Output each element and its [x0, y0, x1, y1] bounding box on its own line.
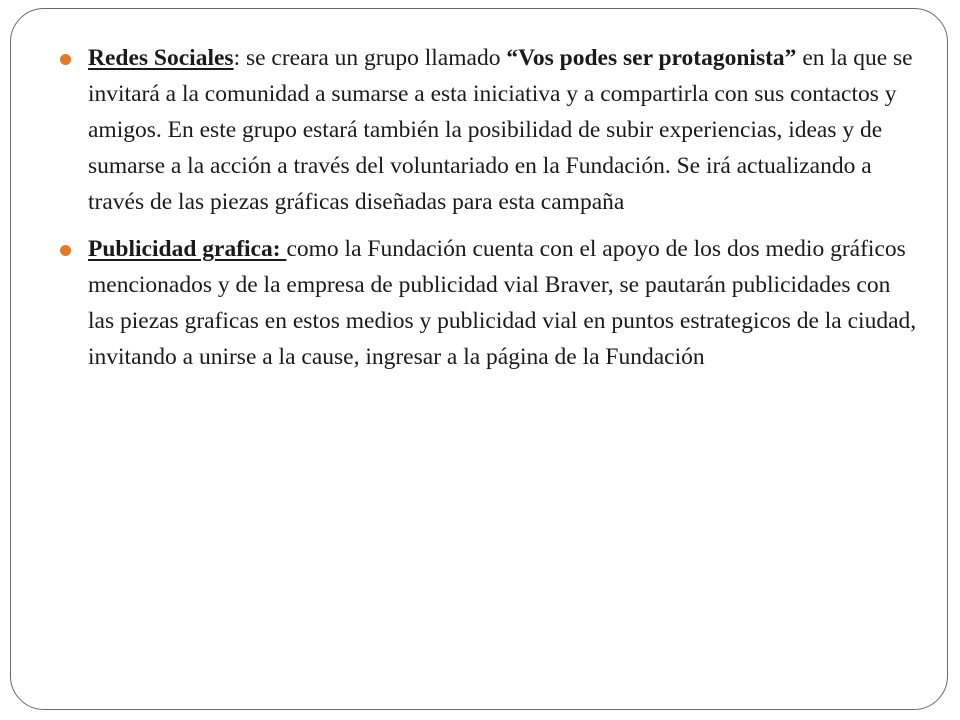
bullet-term-publicidad-grafica: Publicidad grafica:: [88, 236, 287, 262]
bullet-redes-sociales: [60, 40, 920, 220]
bullet-text-intro: : se creara un grupo llamado: [233, 45, 507, 71]
bullet-term-redes-sociales: Redes Sociales: [88, 45, 234, 71]
bullet-dot-icon: [60, 54, 71, 65]
slide-content: [60, 40, 920, 386]
bullet-text-body: como la Fundación cuenta con el apoyo de los dos medio gráficos mencionados y de la empresa de publicidad vial Braver, se pautarán publicidades con las piezas graficas en estos medios y publicidad vial en puntos estrategicos de la ciudad, invitando a unirse a la cause, ingresar a la página de la Fundación: [88, 236, 917, 370]
bullet-dot-icon: [60, 245, 71, 256]
bullet-publicidad-grafica: [60, 231, 920, 375]
group-name: “Vos podes ser protagonista”: [506, 45, 797, 71]
bullet-text-body: en la que se invitará a la comunidad a sumarse a esta iniciativa y a compartirla con sus contactos y amigos. En este grupo estará también la posibilidad de subir experiencias, ideas y de sumarse a la acción a través del voluntariado en la Fundación. Se irá actualizando a través de las piezas gráficas diseñadas para esta campaña: [88, 45, 913, 215]
